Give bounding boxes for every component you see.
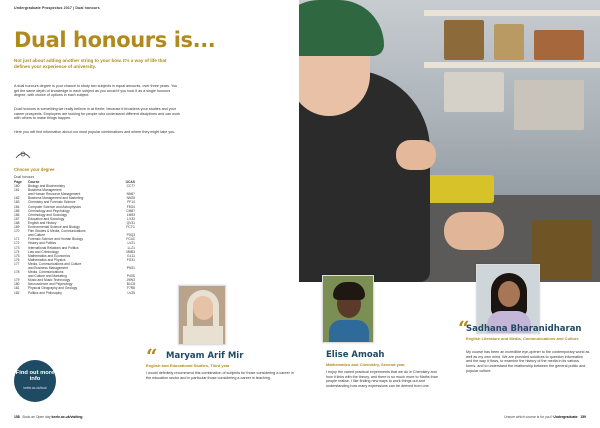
course-page: 182 [14, 290, 20, 295]
course-name: and Culture and Marketing [28, 274, 67, 279]
course-page: 179 [14, 278, 20, 283]
course-page: 178 [14, 270, 20, 275]
course-ucas: FF14 [127, 200, 135, 205]
course-ucas: LX33 [127, 216, 135, 221]
intro-paragraph-3: Here you will find information about our most popular combinations and where they might take you. [14, 130, 176, 134]
course-page: 166 [14, 212, 20, 217]
course-page: 161 [14, 188, 20, 193]
course-name: Physical Geography and Geology [28, 286, 78, 291]
profile-quote: I would definitely recommend this combination of subjects for those considering a career in the education sector and in particular those considering a career in teaching. [146, 371, 294, 380]
visiting-url[interactable]: keele.ac.uk/visiting [51, 415, 83, 419]
course-table [14, 180, 135, 295]
profile-photo-maryam [178, 285, 226, 345]
course-page: 181 [14, 286, 20, 291]
course-page: 160 [14, 184, 20, 189]
course-ucas: LV25 [127, 290, 135, 295]
course-ucas: LL21 [127, 245, 135, 250]
course-page: 170 [14, 229, 20, 234]
course-name: International Relations and Politics [28, 245, 79, 250]
intro-lead: Not just about adding another string to your bow. It’s a way of life that defines your experience of university. [14, 58, 167, 69]
col-ucas: UCAS [125, 180, 135, 184]
undergraduate-label: Undergraduate [553, 415, 578, 419]
page-title: Dual honours is... [14, 28, 216, 52]
left-page-number: 158 [14, 415, 20, 419]
footer-right [504, 415, 586, 419]
course-ucas: FC4C [126, 237, 135, 242]
quote-mark-icon: “ [458, 316, 470, 340]
course-page: 168 [14, 220, 20, 225]
course-page: 180 [14, 282, 20, 287]
profile-quote: My course has been an incredible eye-opener to the contemporary world as well as my own mind. We are provided solutions to question information and the way it flows, to examine the history of the media in its various forms, and to understand the relationship between the general public and popular culture. [466, 350, 590, 373]
course-ucas: FG31 [126, 257, 135, 262]
course-page: 164 [14, 204, 20, 209]
footer-left [14, 415, 82, 419]
course-name: Politics and Philosophy [28, 290, 62, 295]
course-name: Music and Music Technology [28, 278, 71, 283]
course-name: Criminology and Psychology [28, 208, 70, 213]
find-out-more-badge[interactable] [14, 360, 56, 402]
course-ucas: NN25 [126, 196, 135, 201]
course-name: and Culture [28, 233, 46, 238]
course-name: Forensic Science and Human Biology [28, 237, 83, 242]
course-page: 174 [14, 249, 20, 254]
choose-degree-heading: Choose your degree [14, 167, 55, 172]
right-page-number: 159 [580, 415, 586, 419]
course-name: Media, Communications [28, 270, 64, 275]
course-ucas: F5G4 [126, 204, 135, 209]
profile-quote: I enjoy the varied practical experiments that we do in Chemistry and how it links with the theory, and there is so much more to Maths than people realise. I like finding new ways to work things out and understanding how many expressions can be derived from one. [326, 370, 438, 389]
course-row [14, 291, 135, 295]
unsure-text: Unsure which course is for you? [504, 415, 553, 419]
open-day-text: Book an Open day [22, 415, 51, 419]
course-ucas: J9W3 [126, 278, 135, 283]
course-page: 165 [14, 208, 20, 213]
course-name: English and History [28, 220, 57, 225]
course-page: 172 [14, 241, 20, 246]
find-out-more-text: Find out more info [15, 370, 55, 383]
course-name: Neuroscience and Psychology [28, 282, 73, 287]
col-course: Course [28, 180, 40, 184]
course-page: 162 [14, 196, 20, 201]
course-page: 171 [14, 237, 20, 242]
dual-honours-heading: Dual honours [14, 175, 35, 179]
course-name: Education and Sociology [28, 216, 65, 221]
course-name: Mathematics and Economics [28, 253, 71, 258]
course-page: 163 [14, 200, 20, 205]
course-page: 169 [14, 225, 20, 230]
course-ucas: CC7? [126, 184, 135, 189]
course-page: 177 [14, 261, 20, 266]
col-page: Page [14, 180, 22, 184]
running-head: Undergraduate Prospectus 2017 | Dual honours [14, 6, 100, 10]
course-name: and Business Management [28, 265, 68, 270]
profile-subject: English Literature and Media, Communications and Culture [466, 336, 579, 341]
profile-name: Elise Amoah [326, 350, 385, 360]
profile-name: Sadhana Bharanidharan [466, 324, 582, 334]
course-name: Mathematics and Physics [28, 257, 66, 262]
profile-photo-elise [322, 275, 374, 343]
course-page: 176 [14, 257, 20, 262]
profile-name: Maryam Arif Mir [166, 351, 244, 361]
course-name: Law and Criminology [28, 249, 59, 254]
course-name: Business Management [28, 188, 62, 193]
course-ucas: LV21 [127, 241, 135, 246]
course-name: Environmental Science and Biology [28, 225, 80, 230]
keele-crest-icon [14, 148, 32, 160]
profile-subject: Mathematics and Chemistry, Second year [326, 362, 405, 367]
course-name: Film Studies & Media, Communications [28, 229, 86, 234]
course-name: and Human Resource Management [28, 192, 81, 197]
quote-mark-icon: “ [146, 344, 158, 368]
course-name: Criminology and Sociology [28, 212, 68, 217]
course-ucas: FC7C [126, 225, 135, 230]
find-out-more-url[interactable]: keele.ac.uk/dual [23, 386, 47, 390]
course-ucas: GL11 [127, 253, 135, 258]
profile-subject: English and Educational Studies, Third year [146, 363, 230, 368]
course-ucas: M8B3 [126, 249, 135, 254]
course-name: Biology and Biochemistry [28, 184, 66, 189]
course-ucas: QV31 [126, 220, 135, 225]
course-page: 173 [14, 245, 20, 250]
course-ucas: B1C8 [126, 282, 135, 287]
course-ucas: NN6? [126, 192, 135, 197]
course-ucas: P40S [126, 274, 135, 279]
course-ucas: CM8? [126, 208, 135, 213]
course-name: Media, Communications and Culture [28, 261, 82, 266]
intro-paragraph-1: A dual honours degree is your chance to study two subjects in equal amounts, over three years. You get the same depth of knowledge in each subject as you would if you took it as a single honours degree, with choice of options in each subject. [14, 84, 178, 98]
intro-paragraph-2: Dual honours is something we really believe in at Keele, because it broadens your studies and your career prospects. Employers are looking for people who understand different disciplines and can work with others to make things happen. [14, 107, 180, 121]
course-ucas: LM93 [126, 212, 135, 217]
course-name: Computer Science and Astrophysics [28, 204, 81, 209]
course-name: Business Management and Marketing [28, 196, 84, 201]
course-ucas: PN31 [126, 265, 135, 270]
course-ucas: F7R8 [126, 286, 135, 291]
course-ucas: P3Q3 [126, 233, 135, 238]
course-page: 167 [14, 216, 20, 221]
course-name: History and Politics [28, 241, 57, 246]
course-page: 175 [14, 253, 20, 258]
course-name: Chemistry and Forensic Science [28, 200, 76, 205]
